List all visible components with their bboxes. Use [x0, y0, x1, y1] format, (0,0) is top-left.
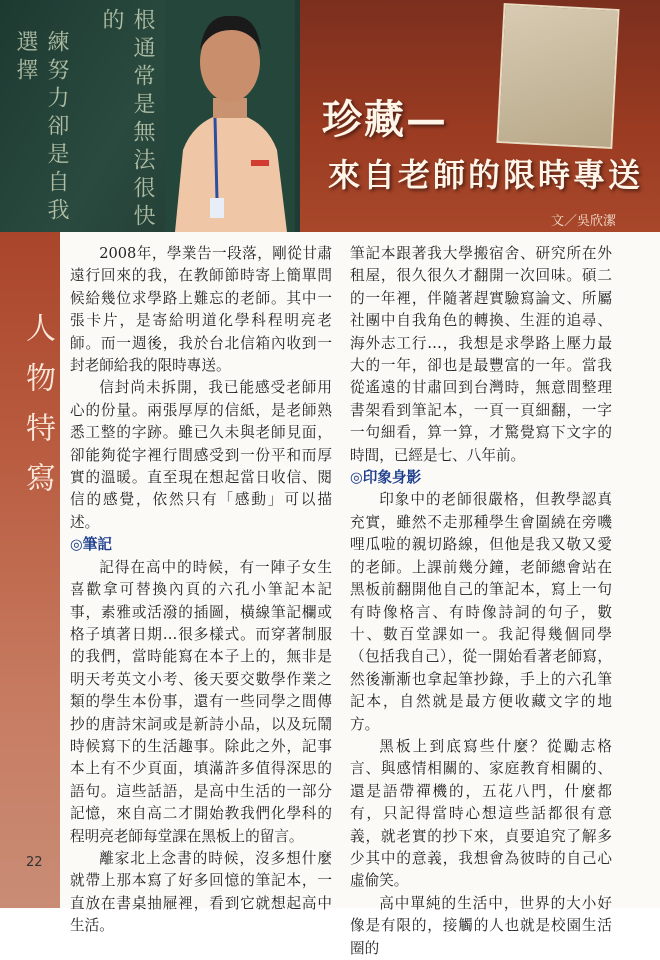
paragraph: 2008年，學業告一段落，剛從甘肅遠行回來的我，在教師節時寄上簡單問候給幾位求學路上難忘的老師。其中一張卡片，是寄給明道化學科程明亮老師。而一週後，我於台北信箱內收到一封老師給我的限時專送。 [70, 245, 332, 375]
paragraph: 記得在高中的時候，有一陣子女生喜歡拿可替換內頁的六孔小筆記本記事，素雅或活潑的插圖，橫線筆記欄或格子填著日期…很多樣式。而穿著制服的我們，當時能寫在本子上的，無非是明天考英文小考、後天要交數學作業之類的學生本份事，還有一些同學之間傳抄的唐詩宋詞或是新詩小品，以及玩鬧時候寫下的生活趣事。除此之外，記事本上有不少頁面，填滿許多值得深思的語句。這些話語，是高中生活的一部分記憶，來自高二才開始教我們化學科的程明亮老師每堂課在黑板上的留言。 [70, 558, 332, 845]
header-banner [0, 0, 660, 232]
section-heading: ◎印象身影 [350, 469, 422, 487]
paragraph: 高中單純的生活中，世界的大小好像是有限的，接觸的人也就是校園生活圈的 [350, 894, 612, 957]
article-subtitle: 來自老師的限時專送 [328, 156, 644, 194]
section-heading: ◎筆記 [70, 536, 112, 554]
paragraph: 筆記本跟著我大學搬宿舍、研究所在外租屋，很久很久才翻開一次回味。碩二的一年裡，伴隨著趕實驗寫論文、所屬社團中自我角色的轉換、生涯的追尋、海外志工行…，我想是求學路上壓力最大的一年，卻也是最豐富的一年。當我從遙遠的甘肅回到台灣時，無意間整理書架看到筆記本，一頁一頁細翻，一字一句細看，算一算，才驚覺寫下文字的時間，已經是七、八年前。 [350, 245, 612, 464]
article-title: 珍藏— [322, 96, 448, 143]
section-label: 人物特寫 [20, 312, 55, 512]
text-column-left [70, 243, 332, 938]
paragraph: 黑板上到底寫些什麼？從勵志格言、與感情相關的、家庭教育相關的、還是語帶禪機的，五花八門，什麼都有，只記得當時心想這些話都很有意義，就老實的抄下來，貞要追究了解多少其中的意義，我想會為彼時的自己心虛偷笑。 [350, 737, 612, 890]
text-column-right [350, 243, 612, 960]
teacher-photo [165, 0, 295, 232]
chalkboard-photo [0, 0, 190, 232]
author-credit: 文／吳欣潔 [550, 214, 616, 229]
chalk-writing: 根通常是無法很快的 [99, 8, 155, 232]
paragraph: 信封尚未拆開，我已能感受老師用心的份量。兩張厚厚的信紙，是老師熟悉工整的字跡。雖已久未與老師見面，卻能夠從字裡行間感受到一份平和而厚實的溫暖。直至現在想起當日收信、閱信的感覺，依然只有「感動」可以描述。 [70, 379, 332, 531]
page-number: 22 [26, 855, 43, 870]
letter-photo [496, 3, 619, 149]
chalk-writing: 練努力卻是自我選擇 [13, 30, 69, 226]
paragraph: 離家北上念書的時候，沒多想什麼就帶上那本寫了好多回憶的筆記本，一直放在書桌抽屜裡，看到它就想起高中生活。 [70, 849, 332, 935]
paragraph: 印象中的老師很嚴格，但教學認真充實，雖然不走那種學生會圍繞在旁嘰哩瓜啦的親切路線，但他是我又敬又愛的老師。上課前幾分鐘，老師總會站在黑板前翻開他自己的筆記本，寫上一句有時像格言、有時像詩詞的句子，數十、數百堂課如一。我記得幾個同學（包括我自己），從一開始看著老師寫，然後漸漸也拿起筆抄錄，手上的六孔筆記本，自然就是最方便收藏文字的地方。 [350, 491, 612, 733]
